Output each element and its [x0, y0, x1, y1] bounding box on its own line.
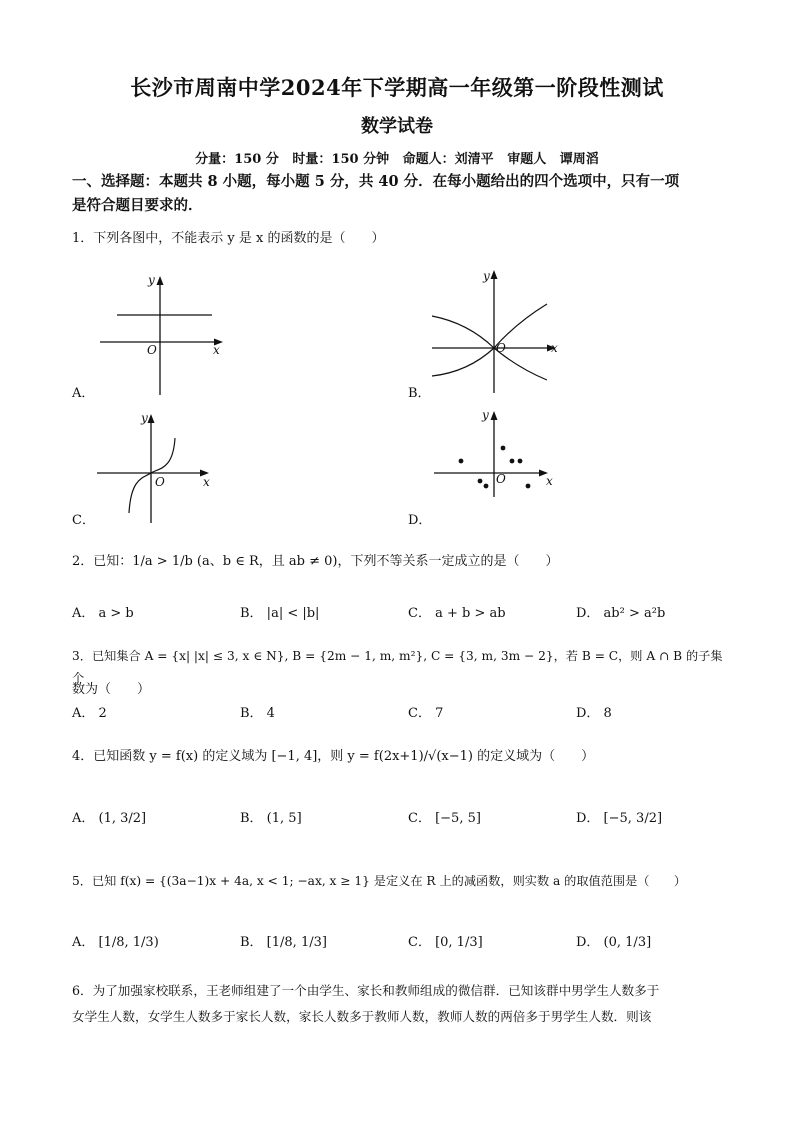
data-point — [459, 459, 464, 464]
exam-info: 分量：150 分 时量：150 分钟 命题人：刘清平 审题人 谭周滔 — [195, 152, 599, 167]
page-title: 长沙市周南中学2024年下学期高一年级第一阶段性测试 — [130, 75, 664, 100]
q6-stem-line2: 女学生人数，女学生人数多于家长人数，家长人数多于教师人数，教师人数的两倍多于男学生人数．则该 — [72, 1009, 652, 1024]
q1-label-b: B． — [408, 386, 431, 401]
q1-graph-b — [428, 268, 563, 398]
origin-label: O — [147, 343, 157, 357]
y-label: y — [483, 269, 490, 283]
q2-option-b: B． |a| < |b| — [240, 606, 320, 621]
x-label: x — [203, 475, 210, 489]
y-arrow-icon — [148, 414, 155, 423]
q5-option-d: D． (0, 1/3] — [576, 935, 652, 950]
q1-graph-d — [430, 405, 560, 500]
data-point — [510, 459, 515, 464]
q2-option-d: D． ab² > a²b — [576, 606, 666, 621]
q4-option-d: D． [−5, 3/2] — [576, 811, 663, 826]
q4-option-b: B． (1, 5] — [240, 811, 302, 826]
q5-option-a: A． [1/8, 1/3) — [72, 935, 159, 950]
lower-curve — [432, 348, 547, 380]
q3-stem-line1: 3．已知集合 A = {x| |x| ≤ 3, x ∈ N}, B = {2m − 1, m, m²}, C = {3, m, 3m − 2}，若 B = C，则 A ∩ B 的子集个 — [72, 649, 723, 685]
q4-option-a: A． (1, 3/2] — [72, 811, 147, 826]
q1-graph-a — [95, 270, 235, 400]
section-heading-line2: 是符合题目要求的． — [72, 197, 203, 214]
data-point — [526, 484, 531, 489]
data-point — [484, 484, 489, 489]
origin-label: O — [496, 472, 506, 486]
q6-stem — [72, 978, 732, 1030]
q5-option-b: B． [1/8, 1/3] — [240, 935, 327, 950]
origin-label: O — [155, 475, 165, 489]
upper-curve — [432, 304, 547, 348]
q1-stem: 1．下列各图中，不能表示 y 是 x 的函数的是（ ） — [72, 231, 385, 246]
q1-label-a: A． — [72, 386, 95, 401]
q2-option-a: A． a > b — [72, 606, 134, 621]
x-label: x — [551, 341, 558, 355]
x-label: x — [546, 474, 553, 488]
section-heading — [72, 170, 732, 218]
q1-label-c: C． — [72, 513, 95, 528]
origin-label: O — [496, 341, 506, 355]
q3-option-c: C． 7 — [408, 706, 444, 721]
q3-option-d: D． 8 — [576, 706, 612, 721]
q2-stem: 2．已知：1/a > 1/b (a、b ∈ R，且 ab ≠ 0)，下列不等关系一定成立的是（ ） — [72, 554, 559, 569]
q1-graph-c — [93, 408, 223, 526]
q2-option-c: C． a + b > ab — [408, 606, 506, 621]
y-arrow-icon — [491, 411, 498, 420]
y-label: y — [141, 411, 148, 425]
page-subtitle: 数学试卷 — [361, 116, 433, 137]
q3-option-b: B． 4 — [240, 706, 275, 721]
data-point — [478, 479, 483, 484]
q4-option-c: C． [−5, 5] — [408, 811, 481, 826]
q3-option-a: A． 2 — [72, 706, 107, 721]
q5-option-c: C． [0, 1/3] — [408, 935, 483, 950]
cubic-curve — [129, 438, 175, 513]
q4-stem: 4．已知函数 y = f(x) 的定义域为 [−1, 4]，则 y = f(2x+1)/√(x−1) 的定义域为（ ） — [72, 749, 595, 764]
section-heading-line1: 一、选择题：本题共 8 小题，每小题 5 分，共 40 分．在每小题给出的四个选项中，只有一项 — [72, 173, 680, 190]
x-label: x — [213, 343, 220, 357]
y-arrow-icon — [491, 270, 498, 279]
y-label: y — [482, 408, 489, 422]
y-label: y — [148, 273, 155, 287]
data-point — [501, 446, 506, 451]
q5-stem: 5．已知 f(x) = {(3a−1)x + 4a, x < 1; −ax, x ≥ 1} 是定义在 R 上的减函数，则实数 a 的取值范围是（ ） — [72, 874, 687, 888]
q6-stem-line1: 6．为了加强家校联系，王老师组建了一个由学生、家长和教师组成的微信群．已知该群中男学生人数多于 — [72, 983, 660, 998]
q1-label-d: D． — [408, 513, 432, 528]
q3-stem-line2: 数为（ ） — [72, 682, 151, 697]
data-point — [518, 459, 523, 464]
y-arrow-icon — [157, 276, 164, 285]
